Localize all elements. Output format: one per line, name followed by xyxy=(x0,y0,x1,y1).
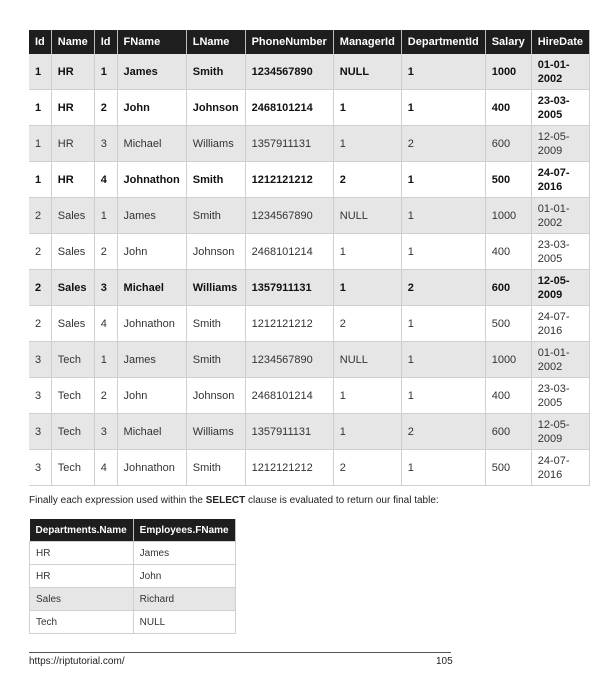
table-cell: 1 xyxy=(401,54,485,90)
table-cell: 2 xyxy=(94,90,117,126)
table-cell: 3 xyxy=(29,414,51,450)
table-cell: Tech xyxy=(51,450,94,486)
table-row xyxy=(29,198,589,234)
table-cell: Johnathon xyxy=(117,306,186,342)
column-header: Salary xyxy=(485,30,531,54)
table-row xyxy=(29,234,589,270)
table-cell: John xyxy=(117,378,186,414)
table-cell: 12-05-2009 xyxy=(531,270,589,306)
table-cell: 24-07-2016 xyxy=(531,450,589,486)
table-cell: Johnson xyxy=(186,90,245,126)
table-cell: Johnathon xyxy=(117,162,186,198)
table-cell: 01-01-2002 xyxy=(531,198,589,234)
table-cell: James xyxy=(133,542,235,565)
table-cell: Smith xyxy=(186,306,245,342)
column-header: FName xyxy=(117,30,186,54)
table-cell: Smith xyxy=(186,162,245,198)
table-cell: Michael xyxy=(117,126,186,162)
table-cell: Smith xyxy=(186,54,245,90)
table-cell: 1234567890 xyxy=(245,198,333,234)
column-header: Id xyxy=(29,30,51,54)
table-cell: Johnathon xyxy=(117,450,186,486)
table-cell: 2 xyxy=(333,162,401,198)
table-cell: NULL xyxy=(133,611,235,634)
column-header: Name xyxy=(51,30,94,54)
table-cell: 1 xyxy=(401,342,485,378)
table-cell: 1000 xyxy=(485,342,531,378)
table-header-row xyxy=(29,30,589,54)
table-cell: 23-03-2005 xyxy=(531,378,589,414)
table-cell: 500 xyxy=(485,450,531,486)
table-row xyxy=(29,342,589,378)
table-cell: NULL xyxy=(333,54,401,90)
table-cell: Williams xyxy=(186,126,245,162)
table-cell: 4 xyxy=(94,450,117,486)
table-cell: HR xyxy=(51,90,94,126)
table-cell: 2 xyxy=(29,198,51,234)
column-header: Id xyxy=(94,30,117,54)
table-cell: 1000 xyxy=(485,198,531,234)
table-cell: 2 xyxy=(401,414,485,450)
table-cell: 4 xyxy=(94,162,117,198)
table-row xyxy=(30,611,236,634)
table-cell: 1 xyxy=(333,270,401,306)
table-cell: Sales xyxy=(51,198,94,234)
table-cell: 3 xyxy=(94,270,117,306)
table-cell: 1212121212 xyxy=(245,306,333,342)
table-cell: HR xyxy=(30,565,134,588)
table-cell: NULL xyxy=(333,342,401,378)
table-cell: 2 xyxy=(94,378,117,414)
table-cell: 3 xyxy=(94,126,117,162)
table-cell: Tech xyxy=(30,611,134,634)
table-cell: 1 xyxy=(29,90,51,126)
table-row xyxy=(29,162,589,198)
table-cell: 1 xyxy=(401,162,485,198)
table-row xyxy=(29,414,589,450)
table-cell: 1 xyxy=(29,54,51,90)
table-cell: 1234567890 xyxy=(245,54,333,90)
table-cell: John xyxy=(133,565,235,588)
table-cell: 500 xyxy=(485,306,531,342)
column-header: PhoneNumber xyxy=(245,30,333,54)
table-cell: 2 xyxy=(333,450,401,486)
table-row xyxy=(29,450,589,486)
table-cell: 400 xyxy=(485,90,531,126)
caption-text: Finally each expression used within the SELECT clause is evaluated to return our final table: xyxy=(29,495,439,506)
table-cell: 1212121212 xyxy=(245,450,333,486)
table-cell: Michael xyxy=(117,414,186,450)
table-cell: 1 xyxy=(401,234,485,270)
table-cell: 24-07-2016 xyxy=(531,162,589,198)
table-cell: 400 xyxy=(485,378,531,414)
table-cell: 1 xyxy=(94,342,117,378)
table-cell: Williams xyxy=(186,414,245,450)
footer-url[interactable]: https://riptutorial.com/ xyxy=(29,656,125,667)
table-cell: 400 xyxy=(485,234,531,270)
table-cell: Johnson xyxy=(186,378,245,414)
column-header: ManagerId xyxy=(333,30,401,54)
table-cell: James xyxy=(117,198,186,234)
table-cell: 1 xyxy=(401,306,485,342)
table-cell: NULL xyxy=(333,198,401,234)
table-cell: 1 xyxy=(94,54,117,90)
table-cell: 2 xyxy=(94,234,117,270)
table-cell: 1000 xyxy=(485,54,531,90)
table-cell: 1 xyxy=(333,378,401,414)
table-cell: 1 xyxy=(401,450,485,486)
join-result-table xyxy=(29,30,590,486)
table-cell: Smith xyxy=(186,450,245,486)
table-cell: Tech xyxy=(51,342,94,378)
table-row xyxy=(29,306,589,342)
table-cell: 2468101214 xyxy=(245,90,333,126)
table-cell: Michael xyxy=(117,270,186,306)
table-cell: HR xyxy=(51,126,94,162)
table-cell: 2468101214 xyxy=(245,378,333,414)
table-cell: 2 xyxy=(333,306,401,342)
table-cell: 1234567890 xyxy=(245,342,333,378)
table-header-row xyxy=(30,519,236,542)
column-header: HireDate xyxy=(531,30,589,54)
table-cell: 1357911131 xyxy=(245,126,333,162)
table-row xyxy=(29,90,589,126)
table-row xyxy=(29,270,589,306)
footer-divider xyxy=(29,652,451,653)
table-row xyxy=(29,378,589,414)
table-cell: 600 xyxy=(485,270,531,306)
table-cell: 23-03-2005 xyxy=(531,234,589,270)
table-cell: 1 xyxy=(333,234,401,270)
table-cell: 01-01-2002 xyxy=(531,54,589,90)
table-row xyxy=(29,54,589,90)
table-cell: John xyxy=(117,234,186,270)
table-cell: 600 xyxy=(485,414,531,450)
table-cell: 1 xyxy=(29,126,51,162)
table-cell: 1 xyxy=(401,90,485,126)
table-cell: Sales xyxy=(30,588,134,611)
column-header: DepartmentId xyxy=(401,30,485,54)
table-cell: Williams xyxy=(186,270,245,306)
table-cell: 3 xyxy=(29,450,51,486)
table-cell: HR xyxy=(30,542,134,565)
table-cell: 1 xyxy=(333,90,401,126)
table-cell: 12-05-2009 xyxy=(531,414,589,450)
table-cell: Smith xyxy=(186,198,245,234)
table-cell: James xyxy=(117,342,186,378)
table-cell: 01-01-2002 xyxy=(531,342,589,378)
column-header: LName xyxy=(186,30,245,54)
table-cell: 1357911131 xyxy=(245,414,333,450)
final-result-table xyxy=(29,519,236,634)
table-cell: HR xyxy=(51,54,94,90)
table-cell: 4 xyxy=(94,306,117,342)
table-cell: 2 xyxy=(29,306,51,342)
table-cell: HR xyxy=(51,162,94,198)
table-cell: Smith xyxy=(186,342,245,378)
column-header: Employees.FName xyxy=(133,519,235,542)
table-cell: Richard xyxy=(133,588,235,611)
table-cell: 1357911131 xyxy=(245,270,333,306)
page-number: 105 xyxy=(436,656,453,667)
table-cell: 24-07-2016 xyxy=(531,306,589,342)
table-cell: 1 xyxy=(94,198,117,234)
table-row xyxy=(30,565,236,588)
column-header: Departments.Name xyxy=(30,519,134,542)
table-cell: 1212121212 xyxy=(245,162,333,198)
select-keyword: SELECT xyxy=(205,495,246,506)
table-cell: 2468101214 xyxy=(245,234,333,270)
table-cell: James xyxy=(117,54,186,90)
table-cell: Tech xyxy=(51,414,94,450)
table-cell: 1 xyxy=(333,126,401,162)
table-cell: Sales xyxy=(51,234,94,270)
table-cell: 500 xyxy=(485,162,531,198)
table-cell: Johnson xyxy=(186,234,245,270)
table-cell: 600 xyxy=(485,126,531,162)
table-row xyxy=(30,588,236,611)
table-cell: Sales xyxy=(51,306,94,342)
table-cell: 3 xyxy=(94,414,117,450)
table-cell: 1 xyxy=(29,162,51,198)
table-cell: 12-05-2009 xyxy=(531,126,589,162)
table-cell: 2 xyxy=(401,126,485,162)
table-cell: John xyxy=(117,90,186,126)
table-cell: 1 xyxy=(401,378,485,414)
table-cell: 2 xyxy=(29,270,51,306)
table-cell: 1 xyxy=(401,198,485,234)
table-cell: Sales xyxy=(51,270,94,306)
table-row xyxy=(29,126,589,162)
table-cell: Tech xyxy=(51,378,94,414)
table-cell: 2 xyxy=(401,270,485,306)
table-cell: 3 xyxy=(29,342,51,378)
table-row xyxy=(30,542,236,565)
table-cell: 3 xyxy=(29,378,51,414)
table-cell: 1 xyxy=(333,414,401,450)
table-cell: 23-03-2005 xyxy=(531,90,589,126)
table-cell: 2 xyxy=(29,234,51,270)
